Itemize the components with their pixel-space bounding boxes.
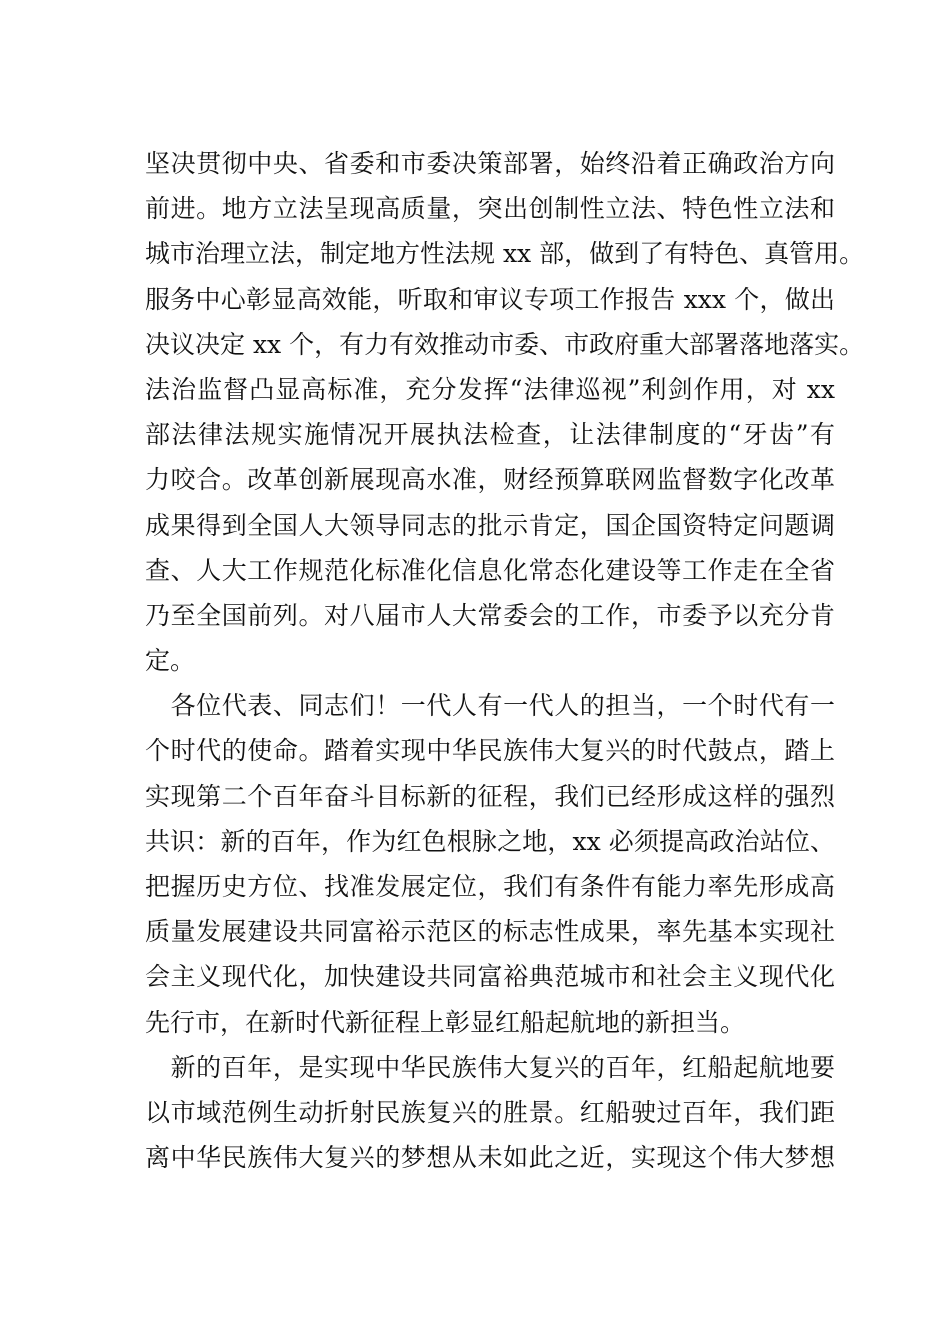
text-line: 查、人大工作规范化标准化信息化常态化建设等工作走在全省 [145, 555, 835, 585]
text-line: 乃至全国前列。对八届市人大常委会的工作，市委予以充分肯 [145, 600, 835, 630]
document-body [145, 141, 865, 1180]
text-line: 先行市，在新时代新征程上彰显红船起航地的新担当。 [145, 1007, 746, 1037]
text-line: 城市治理立法，制定地方性法规 xx 部，做到了有特色、真管用。 [145, 239, 865, 269]
text-line: 部法律法规实施情况开展执法检查，让法律制度的“牙齿”有 [145, 420, 835, 450]
text-line: 个时代的使命。踏着实现中华民族伟大复兴的时代鼓点，踏上 [145, 736, 835, 766]
text-line: 实现第二个百年奋斗目标新的征程，我们已经形成这样的强烈 [145, 781, 835, 811]
text-line: 质量发展建设共同富裕示范区的标志性成果，率先基本实现社 [145, 917, 835, 947]
text-line: 法治监督凸显高标准，充分发挥“法律巡视”利剑作用，对 xx [145, 374, 835, 404]
text-line: 新的百年，是实现中华民族伟大复兴的百年，红船起航地要 [145, 1052, 835, 1082]
text-line: 定。 [145, 646, 196, 676]
text-line: 成果得到全国人大领导同志的批示肯定，国企国资特定问题调 [145, 510, 835, 540]
text-line: 各位代表、同志们！一代人有一代人的担当，一个时代有一 [145, 691, 835, 721]
text-line: 坚决贯彻中央、省委和市委决策部署，始终沿着正确政治方向 [145, 149, 835, 178]
text-line: 决议决定 xx 个，有力有效推动市委、市政府重大部署落地落实。 [145, 329, 865, 359]
text-line: 服务中心彰显高效能，听取和审议专项工作报告 xxx 个，做出 [145, 284, 835, 314]
text-line: 力咬合。改革创新展现高水准，财经预算联网监督数字化改革 [145, 465, 835, 495]
text-line: 以市域范例生动折射民族复兴的胜景。红船驶过百年，我们距 [145, 1097, 835, 1127]
text-line: 会主义现代化，加快建设共同富裕典范城市和社会主义现代化 [145, 962, 835, 992]
text-line: 把握历史方位、找准发展定位，我们有条件有能力率先形成高 [145, 872, 835, 901]
text-line: 共识：新的百年，作为红色根脉之地，xx 必须提高政治站位、 [145, 826, 835, 856]
text-line: 离中华民族伟大复兴的梦想从未如此之近，实现这个伟大梦想 [145, 1143, 835, 1173]
text-line: 前进。地方立法呈现高质量，突出创制性立法、特色性立法和 [145, 194, 835, 224]
